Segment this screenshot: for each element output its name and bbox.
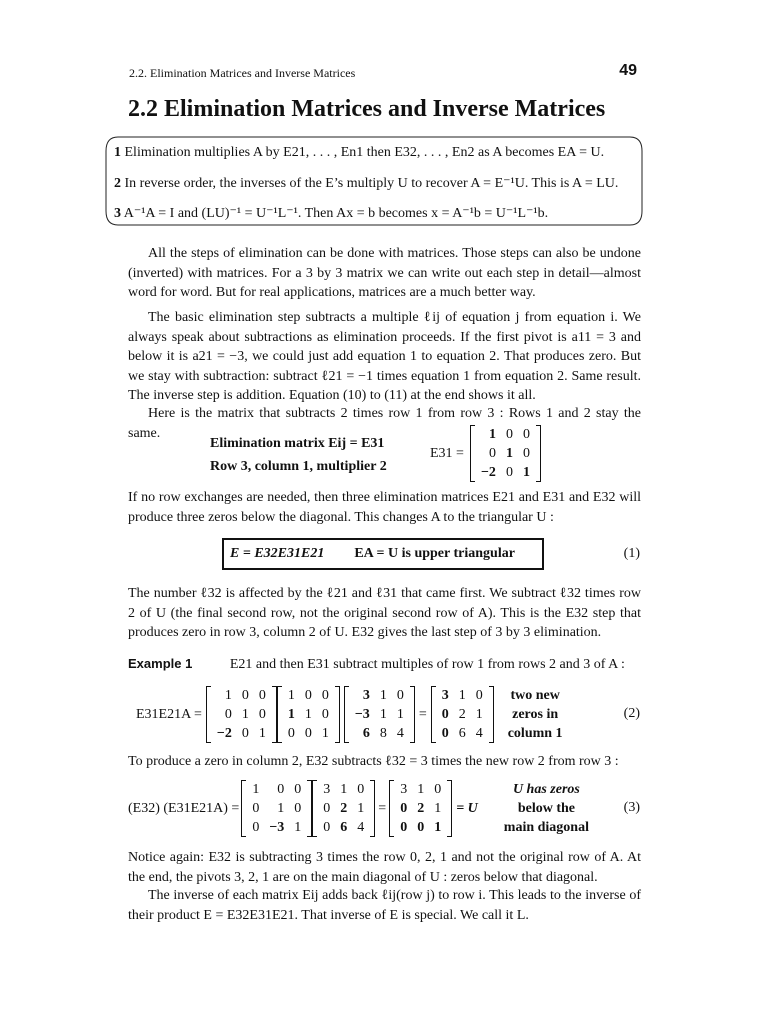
example-label: Example 1 — [128, 656, 193, 671]
matrix-cell: 1 — [396, 707, 404, 722]
matrix-cell: 0 — [522, 427, 530, 442]
note-line: main diagonal — [503, 820, 589, 835]
matrix-cell: 0 — [321, 688, 329, 703]
matrix-cell: 1 — [417, 782, 425, 797]
matrix-cell: 0 — [258, 707, 266, 722]
elimination-matrix — [470, 425, 541, 482]
matrix-cell: 0 — [441, 726, 449, 741]
matrix-cell: 0 — [400, 801, 408, 816]
key-points-box — [104, 131, 644, 231]
matrix-cell: 0 — [357, 782, 365, 797]
matrix-cell: 0 — [323, 801, 331, 816]
matrix-cell: 1 — [379, 707, 387, 722]
matrix-cell: 3 — [323, 782, 331, 797]
matrix-cell: 6 — [340, 820, 348, 835]
matrix-cell: 0 — [258, 688, 266, 703]
matrix-cell: 6 — [362, 726, 370, 741]
matrix-cell: 0 — [294, 782, 302, 797]
key-point-1 — [114, 145, 604, 161]
matrix-cell: 0 — [434, 782, 442, 797]
equation-number-2: (2) — [623, 706, 640, 721]
example-text: E21 and then E31 subtract multiples of row 1 from rows 2 and 3 of A : — [229, 657, 625, 672]
matrix-cell: 0 — [400, 820, 408, 835]
paragraph-4: If no row exchanges are needed, then three elimination matrices E21 and E31 and E32 will produce three zeros below the diagonal. This changes A to the triangular U : — [128, 490, 641, 525]
matrix-cell: 1 — [224, 688, 232, 703]
matrix-cell: 0 — [505, 427, 513, 442]
matrix-cell: 1 — [379, 688, 387, 703]
matrix-cell: 2 — [458, 707, 466, 722]
key-point-text: In reverse order, the inverses of the E’s multiply U to recover A = E⁻¹U. This is A = LU. — [124, 176, 619, 191]
equation-number-3: (3) — [623, 800, 640, 815]
matrix-cell: 0 — [522, 446, 530, 461]
matrix-cell: 1 — [475, 707, 483, 722]
equation-number-1: (1) — [623, 546, 640, 561]
matrix-cell: 0 — [505, 465, 513, 480]
equation-3-matrix-3 — [389, 780, 452, 837]
matrix-cell: 0 — [304, 726, 312, 741]
paragraph-8: The inverse of each matrix Eij adds back ℓij(row j) to row i. This leads to the inverse of their product E = E32E31E21. That inverse of E is special. We call it L. — [128, 888, 641, 923]
equation-1-left: E = E32E31E21 — [230, 546, 325, 561]
matrix-cell: 4 — [475, 726, 483, 741]
equation-3-matrix-2 — [312, 780, 375, 837]
matrix-cell: 1 — [505, 446, 513, 461]
matrix-cell: 1 — [321, 726, 329, 741]
matrix-cell: 0 — [304, 688, 312, 703]
matrix-cell: 0 — [475, 688, 483, 703]
equation-3: (E32) (E31E21A) = 1 0 0 0 1 0 0 −3 1 3 1 0 0 2 1 0 6 4 = 3 1 0 0 2 1 0 0 1 = U U has zeros below the main diagonal — [128, 782, 589, 835]
matrix-cell: 1 — [458, 688, 466, 703]
matrix-cell: 4 — [396, 726, 404, 741]
paragraph-7: Notice again: E32 is subtracting 3 times the row 0, 2, 1 and not the original row of A. At the end, the pivots 3, 2, 1 are on the main diagonal of U : zeros below that diagonal. — [128, 850, 641, 885]
matrix-cell: 3 — [441, 688, 449, 703]
matrix-cell: 0 — [323, 820, 331, 835]
note-line: below the — [517, 801, 575, 816]
matrix-cell: 0 — [488, 446, 496, 461]
matrix-cell: 1 — [241, 707, 249, 722]
section-title: 2.2 Elimination Matrices and Inverse Matrices — [128, 96, 606, 122]
matrix-cell: 0 — [241, 688, 249, 703]
key-point-number: 3 — [114, 206, 121, 221]
equation-2-matrix-4 — [431, 686, 494, 743]
key-point-text: Elimination multiplies A by E21, . . . , En1 then E32, . . . , En2 as A becomes EA = U. — [124, 145, 605, 160]
equation-2-matrix-3 — [344, 686, 415, 743]
elimination-matrix-display — [430, 425, 541, 482]
matrix-cell: 0 — [287, 726, 295, 741]
running-head: 2.2. Elimination Matrices and Inverse Matrices — [129, 66, 356, 80]
matrix-cell: 0 — [321, 707, 329, 722]
equation-2: E31E21A = 1 0 0 0 1 0 −2 0 1 1 0 0 1 1 0 0 0 1 3 1 0 −3 1 1 6 8 4 = 3 1 0 0 2 1 0 6 4 two new zeros in column 1 — [136, 688, 563, 741]
equation-3-rhs: = U — [456, 800, 478, 816]
paragraph-6: To produce a zero in column 2, E32 subtracts ℓ32 = 3 times the new row 2 from row 3 : — [128, 754, 619, 769]
matrix-cell: 0 — [241, 726, 249, 741]
equation-2-matrix-2 — [277, 686, 340, 743]
paragraph-5: The number ℓ32 is affected by the ℓ21 and ℓ31 that came first. We subtract ℓ32 times row 2 of U (the final second row, not the original second row of A). This is the E32 step that produces zero in row 3, column 2 of U. E32 gives the last step of 3 by 3 elimination. — [128, 586, 641, 640]
paragraph-3: Here is the matrix that subtracts 2 times row 1 from row 3 : Rows 1 and 2 stay the same. — [128, 406, 641, 441]
matrix-cell: 6 — [458, 726, 466, 741]
paragraph-2: The basic elimination step subtracts a multiple ℓij of equation j from equation i. We always speak about subtractions as elimination proceeds. If the first pivot is a11 = 3 and below it is a21 = −3, we could just add equation 1 to equation 2. That produces zero. But we stay with subtraction: subtract ℓ21 = −1 times equation 1 from equation 2. Same result. The inverse step is addition. Equation (10) to (11) at the end shows it all. — [128, 310, 641, 403]
equation-2-note — [508, 686, 563, 743]
matrix-cell: 0 — [441, 707, 449, 722]
matrix-cell: 1 — [277, 801, 285, 816]
matrix-cell: 0 — [252, 801, 260, 816]
matrix-cell: 0 — [294, 801, 302, 816]
matrix-cell: 0 — [417, 820, 425, 835]
matrix-cell: 2 — [340, 801, 348, 816]
matrix-cell: 1 — [522, 465, 530, 480]
page-number: 49 — [619, 62, 637, 79]
matrix-cell: 1 — [304, 707, 312, 722]
equation-1-right: EA = U is upper triangular — [354, 546, 515, 561]
matrix-cell: 2 — [417, 801, 425, 816]
matrix-cell: 1 — [252, 782, 260, 797]
matrix-cell: 1 — [258, 726, 266, 741]
matrix-cell: 0 — [396, 688, 404, 703]
equation-3-note — [504, 780, 589, 837]
note-line: column 1 — [507, 726, 563, 741]
note-line: two new — [510, 688, 560, 703]
boxed-equation-1 — [222, 538, 544, 570]
matrix-cell: 1 — [488, 427, 496, 442]
key-point-number: 2 — [114, 176, 121, 191]
matrix-cell: 1 — [294, 820, 302, 835]
matrix-cell: −3 — [354, 707, 370, 722]
key-point-text: A⁻¹A = I and (LU)⁻¹ = U⁻¹L⁻¹. Then Ax = b becomes x = A⁻¹b = U⁻¹L⁻¹b. — [123, 206, 549, 221]
matrix-cell: 1 — [434, 801, 442, 816]
matrix-cell: 3 — [400, 782, 408, 797]
matrix-cell: 1 — [287, 707, 295, 722]
example-1 — [128, 656, 625, 673]
key-point-number: 1 — [114, 145, 121, 160]
matrix-cell: 1 — [434, 820, 442, 835]
key-point-3 — [114, 205, 548, 222]
note-line: U has zeros — [512, 782, 580, 797]
equation-2-matrix-1 — [206, 686, 277, 743]
key-point-2 — [114, 175, 618, 192]
elimination-matrix-lhs: E31 = — [430, 445, 464, 461]
matrix-cell: −2 — [480, 465, 496, 480]
matrix-cell: 1 — [357, 801, 365, 816]
matrix-cell: 8 — [379, 726, 387, 741]
elimination-label-1: Elimination matrix Eij = E31 — [210, 436, 385, 451]
elimination-labels — [210, 432, 387, 478]
elimination-label-2: Row 3, column 1, multiplier 2 — [210, 459, 387, 474]
equation-3-lhs: (E32) (E31E21A) = — [128, 800, 240, 816]
matrix-cell: 0 — [277, 782, 285, 797]
matrix-cell: 1 — [287, 688, 295, 703]
matrix-cell: 1 — [340, 782, 348, 797]
equation-2-lhs: E31E21A = — [136, 706, 202, 722]
paragraph-1: All the steps of elimination can be done with matrices. Those steps can also be undone (inverted) with matrices. For a 3 by 3 matrix we can write out each step in detail—almost word for word. But for real applications, matrices are a much better way. — [128, 246, 641, 300]
matrix-cell: 0 — [224, 707, 232, 722]
matrix-cell: 0 — [252, 820, 260, 835]
matrix-cell: 3 — [362, 688, 370, 703]
matrix-cell: −2 — [216, 726, 232, 741]
matrix-cell: 4 — [357, 820, 365, 835]
note-line: zeros in — [512, 707, 559, 722]
equation-3-matrix-1 — [241, 780, 312, 837]
matrix-cell: −3 — [269, 820, 285, 835]
